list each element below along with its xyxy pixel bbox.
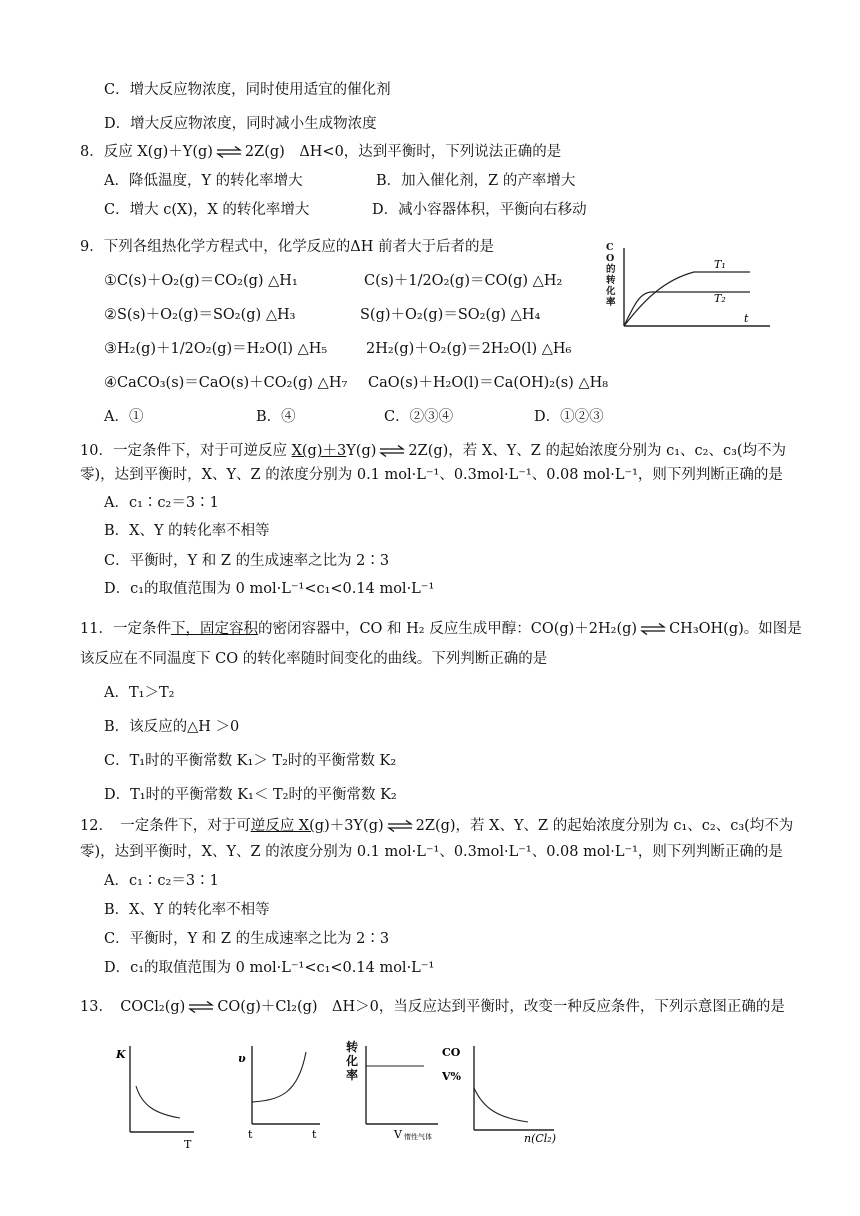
q9-option-c: C．②③④ bbox=[384, 409, 454, 425]
q9-stem: 9．下列各组热化学方程式中，化学反应的ΔH 前者大于后者的是 bbox=[80, 239, 494, 255]
y-axis-label: CO的转化率 bbox=[606, 242, 616, 308]
q10-stem-mid: Y(g) bbox=[346, 443, 377, 459]
curve-t2 bbox=[624, 292, 750, 326]
q11-stem-post: 的密闭容器中，CO 和 H₂ 反应生成甲醇：CO(g)＋2H₂(g) bbox=[257, 621, 638, 637]
q9-reaction-4b: CaO(s)＋H₂O(l)＝Ca(OH)₂(s) △H₈ bbox=[368, 375, 609, 391]
g2-x1-label: t bbox=[312, 1128, 317, 1141]
g3-y-label: 转化率 bbox=[346, 1040, 359, 1082]
q13-stem bbox=[80, 997, 785, 1017]
q8-option-c: C．增大 c(X)，X 的转化率增大 bbox=[104, 202, 310, 218]
q9-option-a: A．① bbox=[104, 409, 144, 425]
g2-x0-label: t bbox=[248, 1128, 253, 1141]
q10-stem-pre: 10．一定条件下，对于可逆反应 bbox=[80, 443, 292, 459]
g3-x-label: V bbox=[394, 1128, 402, 1141]
q12-stem-end: 2Z(g)，若 X、Y、Z 的起始浓度分别为 c₁、c₂、c₃(均不为 bbox=[415, 818, 794, 834]
q10-option-c: C．平衡时，Y 和 Z 的生成速率之比为 2∶3 bbox=[104, 553, 390, 569]
g2-y-label: υ bbox=[238, 1052, 246, 1065]
q7-option-d: D．增大反应物浓度，同时减小生成物浓度 bbox=[104, 116, 377, 132]
equilibrium-arrow-icon bbox=[387, 820, 413, 832]
q11-option-b: B．该反应的△H ＞0 bbox=[104, 719, 240, 735]
q13-graph-2 bbox=[236, 1044, 328, 1144]
q10-option-d: D．c₁的取值范围为 0 mol·L⁻¹<c₁<0.14 mol·L⁻¹ bbox=[104, 581, 435, 597]
q11-stem-end: CH₃OH(g)。如图是 bbox=[669, 621, 802, 637]
equilibrium-arrow-icon bbox=[188, 1001, 214, 1013]
q12-option-d: D．c₁的取值范围为 0 mol·L⁻¹<c₁<0.14 mol·L⁻¹ bbox=[104, 960, 435, 976]
q10-stem-underlined: X(g)＋3 bbox=[291, 443, 347, 459]
q8-stem-a: 8．反应 X(g)＋Y(g) bbox=[80, 144, 213, 160]
q9-reaction-2a: ②S(s)＋O₂(g)＝SO₂(g) △H₃ bbox=[104, 307, 296, 323]
q11-option-a: A．T₁＞T₂ bbox=[104, 685, 175, 701]
g3-x-sublabel: 惰性气体 bbox=[404, 1133, 432, 1141]
q13-stem-pre: 13． COCl₂(g) bbox=[80, 999, 186, 1015]
q11-stem bbox=[80, 619, 802, 639]
q9-reaction-2b: S(g)＋O₂(g)＝SO₂(g) △H₄ bbox=[360, 307, 541, 323]
q10-option-a: A．c₁∶c₂＝3∶1 bbox=[104, 495, 219, 511]
q12-stem-line2: 零)，达到平衡时，X、Y、Z 的浓度分别为 0.1 mol·L⁻¹、0.3mol·L⁻¹、0.08 mol·L⁻¹，则下列判断正确的是 bbox=[80, 844, 783, 860]
q10-stem-post: 2Z(g)，若 X、Y、Z 的起始浓度分别为 c₁、c₂、c₃(均不为 bbox=[408, 443, 787, 459]
q13-graph-3 bbox=[344, 1040, 440, 1144]
q8-stem-b: 2Z(g) ΔH<0，达到平衡时，下列说法正确的是 bbox=[244, 144, 562, 160]
q11-option-d: D．T₁时的平衡常数 K₁＜ T₂时的平衡常数 K₂ bbox=[104, 787, 397, 803]
q11-stem-line2: 该反应在不同温度下 CO 的转化率随时间变化的曲线。下列判断正确的是 bbox=[80, 651, 548, 667]
q8-stem bbox=[80, 142, 561, 162]
g1-x-label: T bbox=[184, 1138, 192, 1151]
q13-graph-1 bbox=[112, 1044, 196, 1154]
curve-t1 bbox=[624, 272, 750, 326]
q12-option-c: C．平衡时，Y 和 Z 的生成速率之比为 2∶3 bbox=[104, 931, 390, 947]
q12-option-b: B．X、Y 的转化率不相等 bbox=[104, 902, 270, 918]
x-axis-label: t bbox=[744, 312, 749, 325]
q13-stem-post: CO(g)＋Cl₂(g) ΔH＞0，当反应达到平衡时，改变一种反应条件，下列示意图正确的是 bbox=[217, 999, 785, 1015]
equilibrium-arrow-icon bbox=[216, 146, 242, 158]
q9-reaction-4a: ④CaCO₃(s)＝CaO(s)＋CO₂(g) △H₇ bbox=[104, 375, 348, 391]
q8-option-b: B．加入催化剂，Z 的产率增大 bbox=[376, 173, 576, 189]
q11-stem-underlined: 下，固定容积 bbox=[170, 621, 258, 637]
g1-y-label: K bbox=[116, 1048, 126, 1061]
q11-option-c: C．T₁时的平衡常数 K₁＞ T₂时的平衡常数 K₂ bbox=[104, 753, 397, 769]
q9-reaction-3b: 2H₂(g)＋O₂(g)＝2H₂O(l) △H₆ bbox=[366, 341, 572, 357]
equilibrium-arrow-icon bbox=[640, 623, 666, 635]
q12-stem-underlined: 逆反应 X(g bbox=[250, 818, 325, 834]
q8-option-a: A．降低温度，Y 的转化率增大 bbox=[104, 173, 303, 189]
q11-stem-pre: 11．一定条件 bbox=[80, 621, 171, 637]
q12-option-a: A．c₁∶c₂＝3∶1 bbox=[104, 873, 219, 889]
q12-stem-pre: 12． 一定条件下，对于可 bbox=[80, 818, 251, 834]
q9-reaction-1a: ①C(s)＋O₂(g)＝CO₂(g) △H₁ bbox=[104, 273, 298, 289]
q9-option-b: B．④ bbox=[256, 409, 296, 425]
curve-t2-label: T₂ bbox=[714, 292, 726, 305]
q9-reaction-1b: C(s)＋1/2O₂(g)＝CO(g) △H₂ bbox=[364, 273, 563, 289]
q10-stem bbox=[80, 441, 786, 461]
g4-y1-label: CO bbox=[442, 1046, 461, 1059]
co-conversion-figure bbox=[604, 240, 780, 336]
g4-x-label: n(Cl₂) bbox=[524, 1132, 557, 1145]
q12-stem bbox=[80, 816, 793, 836]
q12-stem-post: )＋3Y(g) bbox=[324, 818, 384, 834]
equilibrium-arrow-icon bbox=[379, 445, 405, 457]
q13-graph-4 bbox=[440, 1044, 564, 1148]
curve-t1-label: T₁ bbox=[714, 258, 726, 271]
q8-option-d: D．减小容器体积，平衡向右移动 bbox=[372, 202, 587, 218]
q10-stem-line2: 零)，达到平衡时，X、Y、Z 的浓度分别为 0.1 mol·L⁻¹、0.3mol·L⁻¹、0.08 mol·L⁻¹，则下列判断正确的是 bbox=[80, 467, 783, 483]
g4-y2-label: V% bbox=[442, 1070, 461, 1083]
q10-option-b: B．X、Y 的转化率不相等 bbox=[104, 523, 270, 539]
q7-option-c: C．增大反应物浓度，同时使用适宜的催化剂 bbox=[104, 82, 391, 98]
q9-option-d: D．①②③ bbox=[534, 409, 604, 425]
q9-reaction-3a: ③H₂(g)＋1/2O₂(g)＝H₂O(l) △H₅ bbox=[104, 341, 328, 357]
